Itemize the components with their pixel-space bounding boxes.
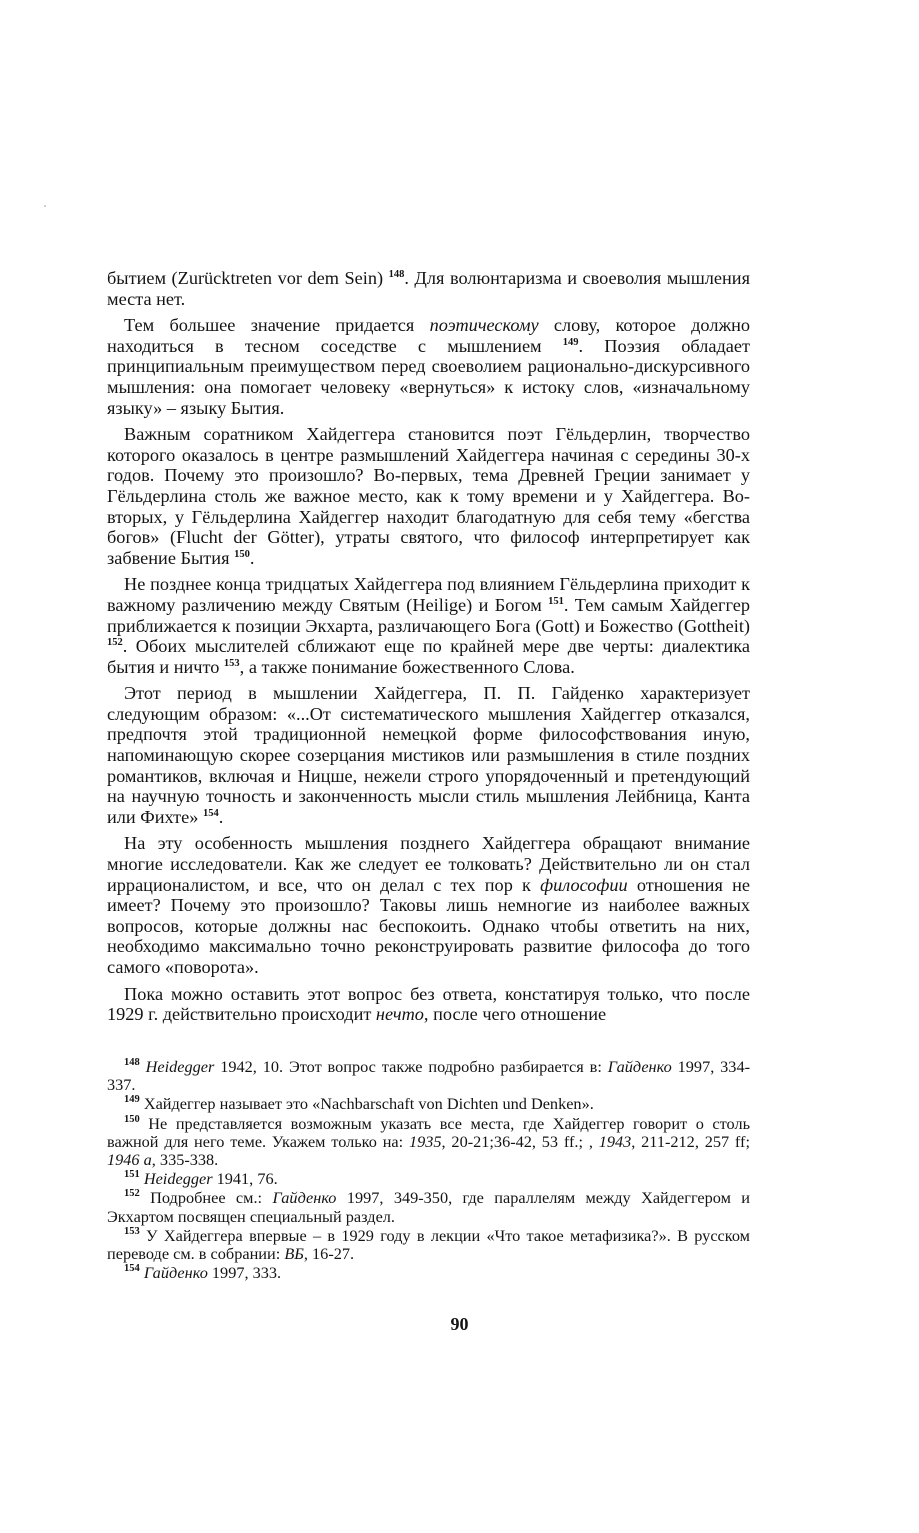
footnote-ref: 151 xyxy=(124,1169,140,1181)
italic-text: 1946 a xyxy=(107,1150,152,1170)
italic-text: Гайденко xyxy=(272,1188,337,1208)
italic-text: Heidegger xyxy=(145,1057,215,1076)
footnote-ref: 152 xyxy=(124,1188,140,1200)
footnote-ref: 148 xyxy=(388,269,405,280)
text-run: У Хайдеггера впервые – в 1929 году в лекции «Что такое метафизика?». В русском переводе см. в собрании: xyxy=(107,1225,750,1264)
footnote-ref: 152 xyxy=(107,637,123,649)
footnote xyxy=(107,1189,750,1225)
text-run: 1997, 333. xyxy=(207,1263,282,1283)
text-run: 1997, 334-337. xyxy=(107,1057,751,1095)
text-run: Тем большее значение придается xyxy=(124,315,430,336)
paragraph xyxy=(107,268,750,309)
text-run: , после чего отношение xyxy=(423,1004,607,1025)
italic-text: Heidegger xyxy=(143,1169,213,1189)
paragraph xyxy=(107,984,750,1025)
italic-text: ВБ xyxy=(284,1244,304,1264)
scan-speck xyxy=(44,205,46,207)
text-run: , а также понимание божественного Слова. xyxy=(239,656,575,677)
italic-text: нечто xyxy=(375,1004,424,1025)
text-run: 1942, 10. Этот вопрос также подробно разбирается в: xyxy=(214,1057,608,1076)
italic-text: Гайденко xyxy=(607,1057,672,1076)
text-run: . Обоих мыслителей сближают еще по крайней мере две черты: диалектика бытия и ничто xyxy=(107,636,750,677)
footnote xyxy=(107,1264,750,1282)
footnote-ref: 149 xyxy=(562,336,579,348)
footnote-ref: 154 xyxy=(124,1263,140,1275)
footnote xyxy=(107,1170,750,1188)
text-run: слову, которое должно находиться в тесном соседстве с мышлением xyxy=(107,315,750,356)
footnote-ref: 148 xyxy=(124,1057,140,1068)
text-run: 1997, 349-350, где параллелям между Хайдеггером и Экхартом посвящен специальный раздел. xyxy=(107,1188,750,1226)
text-run: . xyxy=(218,806,224,827)
paragraph xyxy=(107,683,750,827)
footnote-ref: 153 xyxy=(223,657,240,669)
text-run: Не представляется возможным указать все места, где Хайдеггер говорит о столь важной для него теме. Укажем только на: xyxy=(107,1113,750,1151)
footnote-ref: 150 xyxy=(124,1113,140,1125)
italic-text: 1935 xyxy=(408,1131,442,1151)
paragraph xyxy=(107,315,750,418)
text-run: Подробнее см.: xyxy=(139,1188,273,1208)
footnote-ref: 154 xyxy=(203,807,219,819)
text-run: бытием (Zurücktreten vor dem Sein) xyxy=(107,268,389,288)
text-run: , 335-338. xyxy=(151,1150,219,1170)
footnote-ref: 150 xyxy=(234,548,250,560)
text-run: . xyxy=(249,547,255,568)
text-run: Пока можно оставить этот вопрос без ответа, констатируя только, что после 1929 г. действительно происходит xyxy=(107,983,750,1025)
page-number: 90 xyxy=(450,1314,469,1334)
footnote-ref: 151 xyxy=(548,595,564,607)
italic-text: философии xyxy=(540,874,628,895)
footnote xyxy=(107,1058,750,1094)
text-run: . Для волюнтаризма и своеволия мышления места нет. xyxy=(107,268,750,309)
text-run: Важным соратником Хайдеггера становится поэт Гёльдерлин, творчество которого оказалось в центре размышлений Хайдеггера начиная с середины 30-х годов. Почему это произошло? Во-первых, тема Древней Греции занимает у Гёльдерлина столь же важное место, как к тому времени и у Хайдеггера. Во-вторых, у Гёльдерлина Хайдеггер находит благодатную для себя тему «бегства богов» (Flucht der Götter), утраты святого, что философ интерпретирует как забвение Бытия xyxy=(107,424,750,568)
footnotes xyxy=(107,1058,750,1283)
text-run: На эту особенность мышления позднего Хайдеггера обращают внимание многие исследователи. Как же следует ее толковать? Действительно ли он стал иррационалистом, и все, что он делал с тех пор к xyxy=(107,833,750,895)
footnote-ref: 153 xyxy=(124,1225,140,1237)
main-text xyxy=(107,268,750,1031)
text-run: 1941, 76. xyxy=(212,1169,278,1189)
text-run: Этот период в мышлении Хайдеггера, П. П. Гайденко характеризует следующим образом: «...От систематического мышления Хайдеггер отказался, предпочтя этой традиционной немецкой форме философствования иную, напоминающую скорее созерцания мистиков или размышления в стиле поздних романтиков, включая и Ницше, нежели строго упорядоченный и претендующий на научную точность и законченность мысли стиль мышления Лейбница, Канта или Фихте» xyxy=(107,683,750,827)
italic-text: поэтическому xyxy=(429,315,539,336)
footnote xyxy=(107,1227,750,1263)
text-run: отношения не имеет? Почему это произошло? Таковы лишь немногие из наиболее важных вопросов, которые должны нас беспокоить. Однако чтобы ответить на них, необходимо максимально точно реконструировать развитие философа до того самого «поворота». xyxy=(107,874,750,977)
paragraph xyxy=(107,424,750,568)
text-run: , 211-212, 257 ff; xyxy=(631,1131,751,1151)
paragraph xyxy=(107,574,750,677)
text-run: , 20-21;36-42, 53 ff.; , xyxy=(441,1131,599,1151)
text-run: Хайдеггер называет это «Nachbarschaft von Dichten und Denken». xyxy=(139,1094,594,1114)
paragraph xyxy=(107,833,750,977)
footnote xyxy=(107,1095,750,1113)
text-run: . Поэзия обладает принципиальным преимуществом перед своеволием рационально-дискурсивного мышления: она помогает человеку «вернуться» к истоку слов, «изначальному языку» – языку Бытия. xyxy=(107,335,750,418)
italic-text: 1943 xyxy=(598,1131,632,1151)
footnote-ref: 149 xyxy=(124,1094,140,1106)
text-run: . Тем самым Хайдеггер приближается к позиции Экхарта, различающего Бога (Gott) и Божество (Gottheit) xyxy=(107,594,750,636)
footnote xyxy=(107,1115,750,1170)
text-run: Не позднее конца тридцатых Хайдеггера под влиянием Гёльдерлина приходит к важному различению между Святым (Heilige) и Богом xyxy=(107,574,750,615)
text-run: , 16-27. xyxy=(303,1244,355,1264)
italic-text: Гайденко xyxy=(143,1263,208,1283)
